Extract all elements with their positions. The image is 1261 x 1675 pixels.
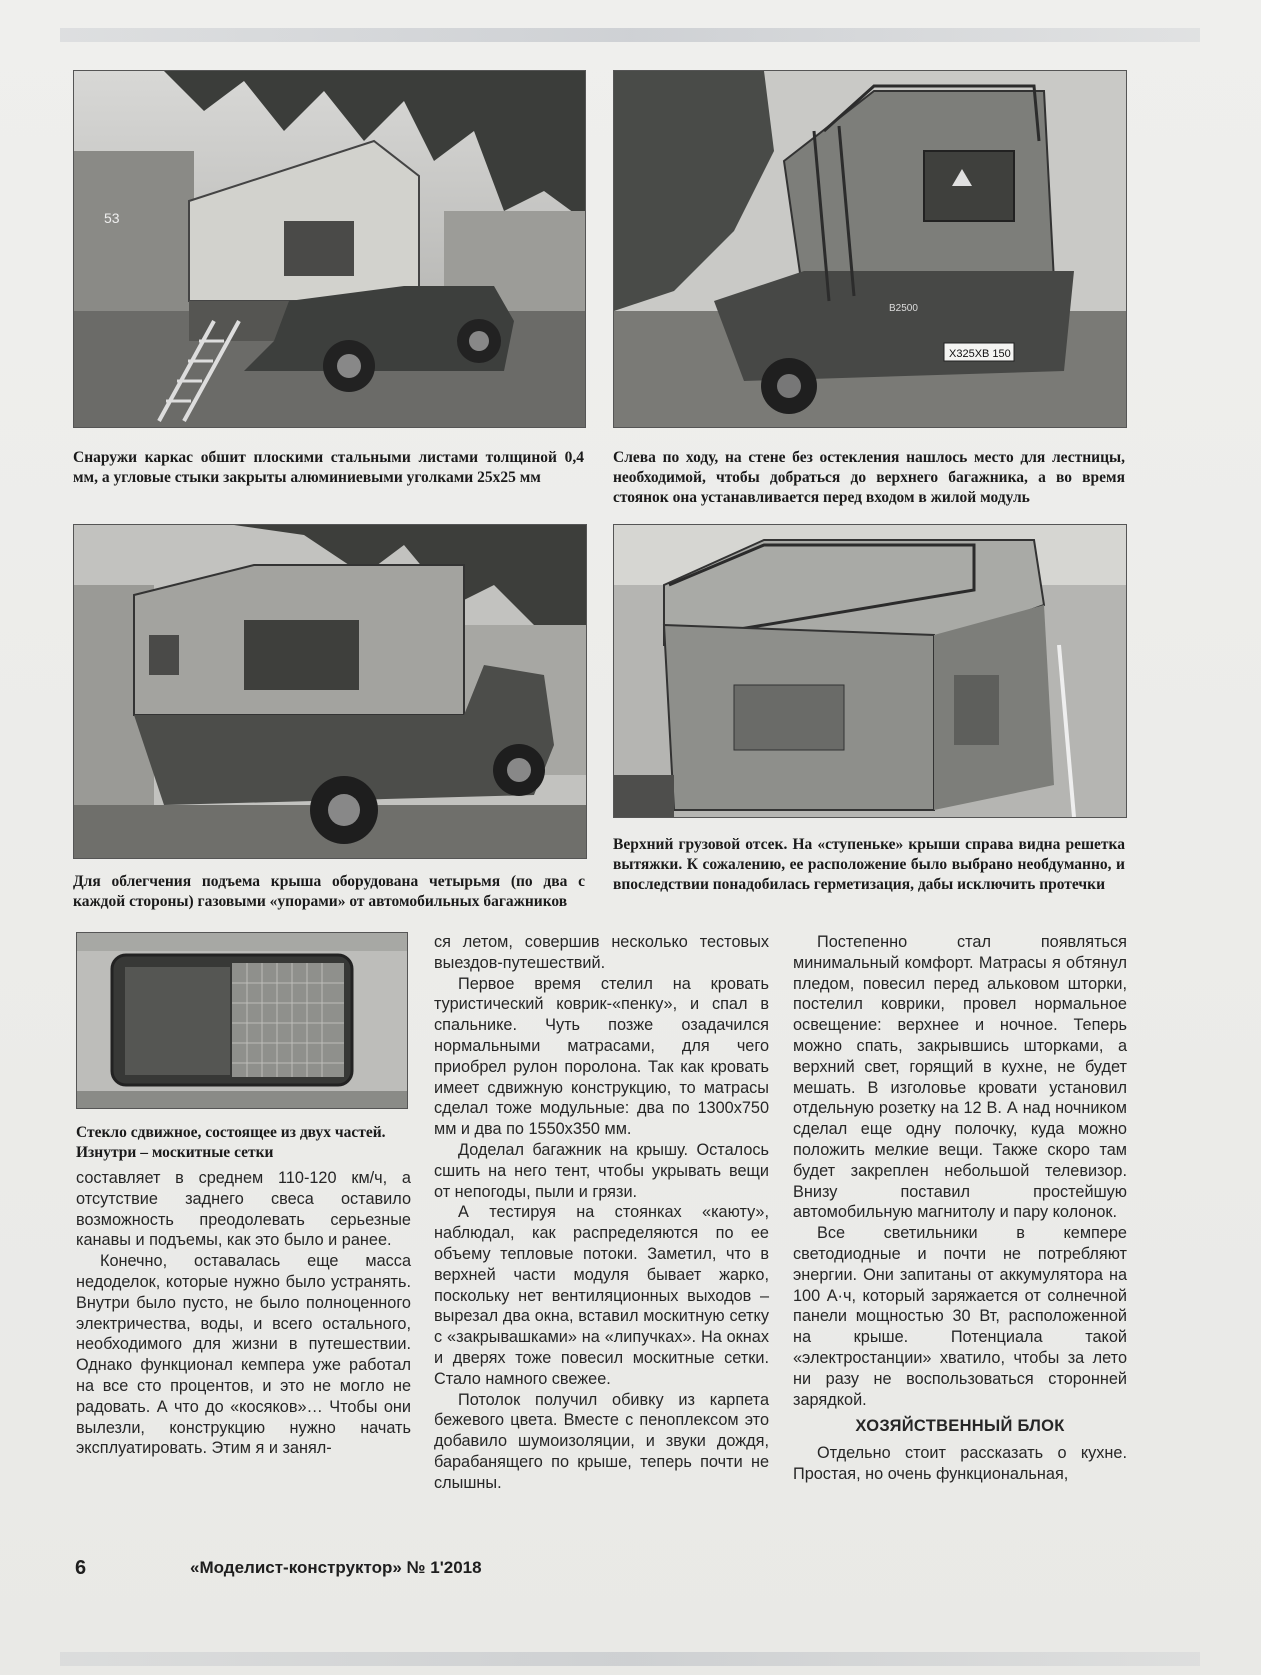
caption-photo-2: Слева по ходу, на стене без остекления нашлось место для лестницы, необходимой, чтобы добраться до верхнего багажника, а во время стоянок она устанавливается перед входом в жилой модуль — [613, 449, 1125, 506]
photo-camper-rear — [613, 70, 1127, 428]
section-heading: ХОЗЯЙСТВЕННЫЙ БЛОК — [855, 1417, 1065, 1436]
article-column-3 — [793, 932, 1127, 1485]
paragraph: Отдельно стоит рассказать о кухне. Простая, но очень функциональная, — [793, 1444, 1127, 1483]
photo-camper-side — [73, 524, 587, 859]
paragraph: Постепенно стал появляться минимальный комфорт. Матрасы я обтянул пледом, повесил перед альковом шторки, постелил коврики, провел нормальное освещение: верхнее и ночное. Теперь можно спать, закрывшись шторками, а верхний свет, горящий в кухне, не будет мешать. В изголовье кровати установил отдельную розетку на 12 В. А над ночником сделал еще одну полочку, куда можно положить мелкие вещи. Также скоро там будет закреплен небольшой телевизор. Внизу поставил простейшую автомобильную магнитолу и пару колонок. — [793, 933, 1127, 1222]
paragraph: составляет в среднем 110-120 км/ч, а отсутствие заднего свеса оставило возможность преодолевать серьезные канавы и подъемы, как это было и ранее. — [76, 1169, 411, 1250]
paragraph: Первое время стелил на кровать туристический коврик-«пенку», и спал в спальнике. Чуть позже озадачился нормальными матрасами, для чего приобрел рулон поролона. Так как кровать имеет сдвижную конструкцию, то матрасы сделал тоже модульные: два по 1300x750 мм и два по 1550x350 мм. — [434, 974, 769, 1139]
photo2-badge-label: В2500 — [889, 303, 918, 314]
photo-camper-ladder — [73, 70, 586, 428]
photo2-plate-label: Х325ХВ 150 — [949, 348, 1011, 360]
scan-edge-bottom — [60, 1652, 1200, 1666]
caption-photo-3: Для облегчения подъема крыша оборудована четырьмя (по два с каждой стороны) газовыми «упорами» от автомобильных багажников — [73, 873, 585, 910]
paragraph: Все светильники в кемпере светодиодные и почти не потребляют энергии. Они запитаны от аккумулятора на 100 А·ч, который заряжается от солнечной панели мощностью 30 Вт, расположенной на крыше. Потенциала такой «электростанции» хватило, чтобы за лето ни разу не воспользоваться сторонней зарядкой. — [793, 1224, 1127, 1409]
paragraph: ся летом, совершив несколько тестовых выездов-путешествий. — [434, 933, 769, 972]
caption-photo-5: Стекло сдвижное, состоящее из двух частей. Изнутри – москитные сетки — [76, 1124, 386, 1161]
photo-sliding-window — [76, 932, 408, 1109]
scan-edge-top — [60, 28, 1200, 42]
paragraph: Доделал багажник на крышу. Осталось сшить на него тент, чтобы укрывать вещи от непогоды, пыли и грязи. — [434, 1140, 769, 1201]
article-column-1 — [76, 1168, 411, 1459]
paragraph: Потолок получил обивку из карпета бежевого цвета. Вместе с пеноплексом это добавило шумоизоляции, и звуки дождя, барабанящего по крыше, теперь почти не слышны. — [434, 1390, 769, 1492]
paragraph: А тестируя на стоянках «каюту», наблюдал, как распределяются по ее объему тепловые потоки. Заметил, что в верхней части модуля бывает жарко, поскольку нет вентиляционных выходов – вырезал два окна, вставил москитную сетку с «закрывашками» на «липучках». На окнах и дверях тоже повесил москитные сетки. Стало намного свежее. — [434, 1203, 769, 1388]
magazine-issue: «Моделист-конструктор» № 1'2018 — [190, 1558, 482, 1577]
article-column-2 — [434, 932, 769, 1494]
caption-photo-4: Верхний грузовой отсек. На «ступеньке» крыши справа видна решетка вытяжки. К сожалению, ее расположение было выбрано необдуманно, и впоследствии понадобилась герметизация, дабы исключить протечки — [613, 836, 1125, 893]
photo1-number-label: 53 — [104, 210, 120, 226]
photo-cargo-roof — [613, 524, 1127, 818]
page-number: 6 — [75, 1557, 87, 1579]
paragraph: Конечно, оставалась еще масса недоделок, которые нужно было устранять. Внутри было пусто, не было полноценного электричества, воды, и всего остального, необходимого для жизни в путешествии. Однако функционал кемпера уже работал на все сто процентов, и это не могло не радовать. А что до «косяков»… Чтобы они вылезли, конструкцию нужно начать эксплуатировать. Этим я и занял- — [76, 1252, 411, 1458]
caption-photo-1: Снаружи каркас обшит плоскими стальными листами толщиной 0,4 мм, а угловые стыки закрыты алюминиевыми уголками 25x25 мм — [73, 449, 584, 486]
